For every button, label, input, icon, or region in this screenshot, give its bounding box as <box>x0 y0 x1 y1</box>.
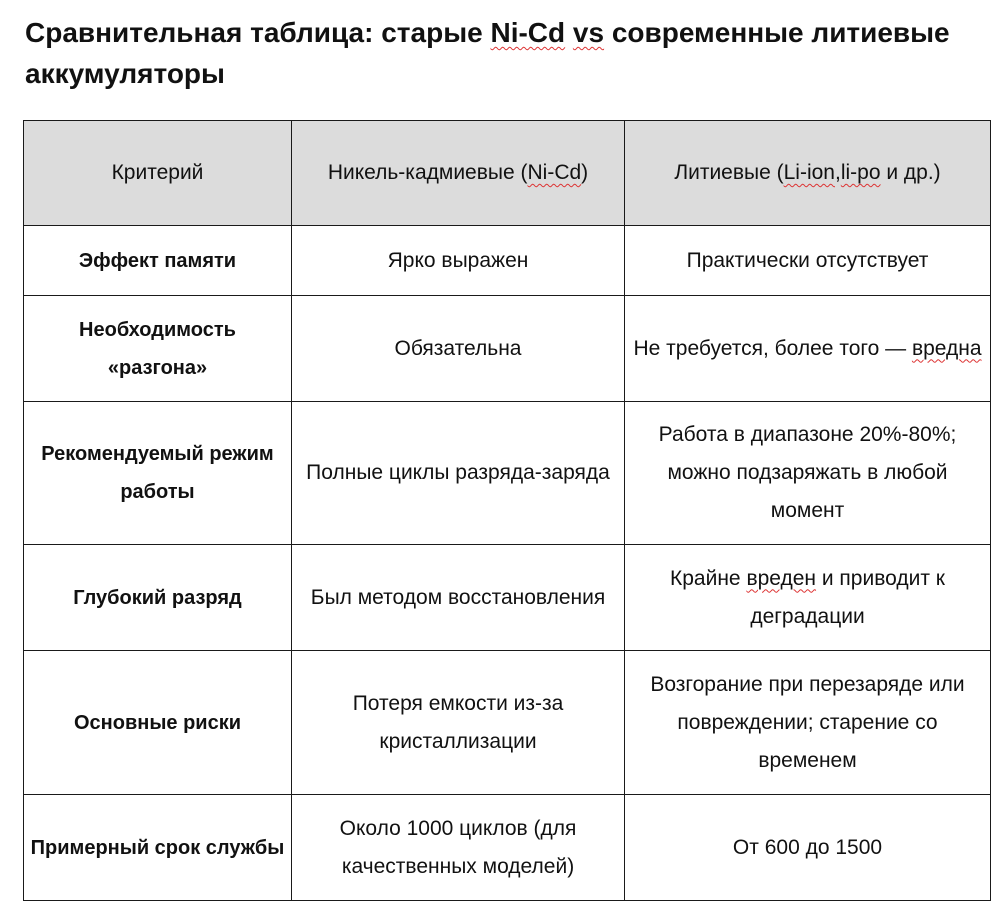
header-lithium-lipo: li-po <box>840 161 881 184</box>
title-part1: Сравнительная таблица: старые <box>25 17 491 48</box>
nicd-cell: Полные циклы разряда-заряда <box>292 402 625 545</box>
lithium-cell-text: Не требуется, более того — <box>633 336 912 360</box>
header-nicd-text: Никель-кадмиевые ( <box>327 161 528 184</box>
table-row <box>24 651 991 795</box>
nicd-cell: Был методом восстановления <box>292 545 625 651</box>
criterion-cell: Эффект памяти <box>24 226 292 296</box>
page-title <box>25 12 985 94</box>
nicd-cell: Потеря емкости из-за кристаллизации <box>292 651 625 795</box>
header-criterion: Критерий <box>24 121 292 226</box>
table-row <box>24 226 991 296</box>
lithium-cell: Возгорание при перезаряде или повреждении; старение со временем <box>625 651 991 795</box>
lithium-cell-text-end: и приводит к деградации <box>750 566 945 628</box>
header-lithium <box>625 121 991 226</box>
criterion-cell: Глубокий разряд <box>24 545 292 651</box>
lithium-cell <box>625 545 991 651</box>
lithium-cell-text: Крайне <box>670 566 747 590</box>
nicd-cell: Ярко выражен <box>292 226 625 296</box>
comparison-table <box>23 120 991 901</box>
lithium-cell: От 600 до 1500 <box>625 795 991 901</box>
header-nicd <box>292 121 625 226</box>
criterion-cell: Необходимость «разгона» <box>24 296 292 402</box>
criterion-cell: Рекомендуемый режим работы <box>24 402 292 545</box>
header-nicd-term: Ni-Cd <box>527 161 582 184</box>
criterion-cell: Примерный срок службы <box>24 795 292 901</box>
header-lithium-comma: , <box>834 161 841 184</box>
lithium-cell-flagged: вреден <box>746 566 817 590</box>
title-nicd: Ni-Cd <box>490 17 566 48</box>
lithium-cell-flagged: вредна <box>911 336 982 360</box>
table-header-row <box>24 121 991 226</box>
table-row <box>24 402 991 545</box>
lithium-cell: Работа в диапазоне 20%-80%; можно подзаряжать в любой момент <box>625 402 991 545</box>
header-lithium-text: Литиевые ( <box>674 161 784 184</box>
title-part2: современные литиевые аккумуляторы <box>25 17 950 89</box>
nicd-cell: Около 1000 циклов (для качественных моделей) <box>292 795 625 901</box>
title-vs: vs <box>572 17 605 48</box>
nicd-cell: Обязательна <box>292 296 625 402</box>
lithium-cell: Практически отсутствует <box>625 226 991 296</box>
title-space <box>565 17 573 48</box>
header-nicd-close: ) <box>581 161 589 184</box>
table-row <box>24 296 991 402</box>
header-lithium-rest: и др.) <box>880 161 941 184</box>
table-row <box>24 545 991 651</box>
lithium-cell <box>625 296 991 402</box>
criterion-cell: Основные риски <box>24 651 292 795</box>
header-lithium-liion: Li-ion <box>783 161 835 184</box>
table-row <box>24 795 991 901</box>
